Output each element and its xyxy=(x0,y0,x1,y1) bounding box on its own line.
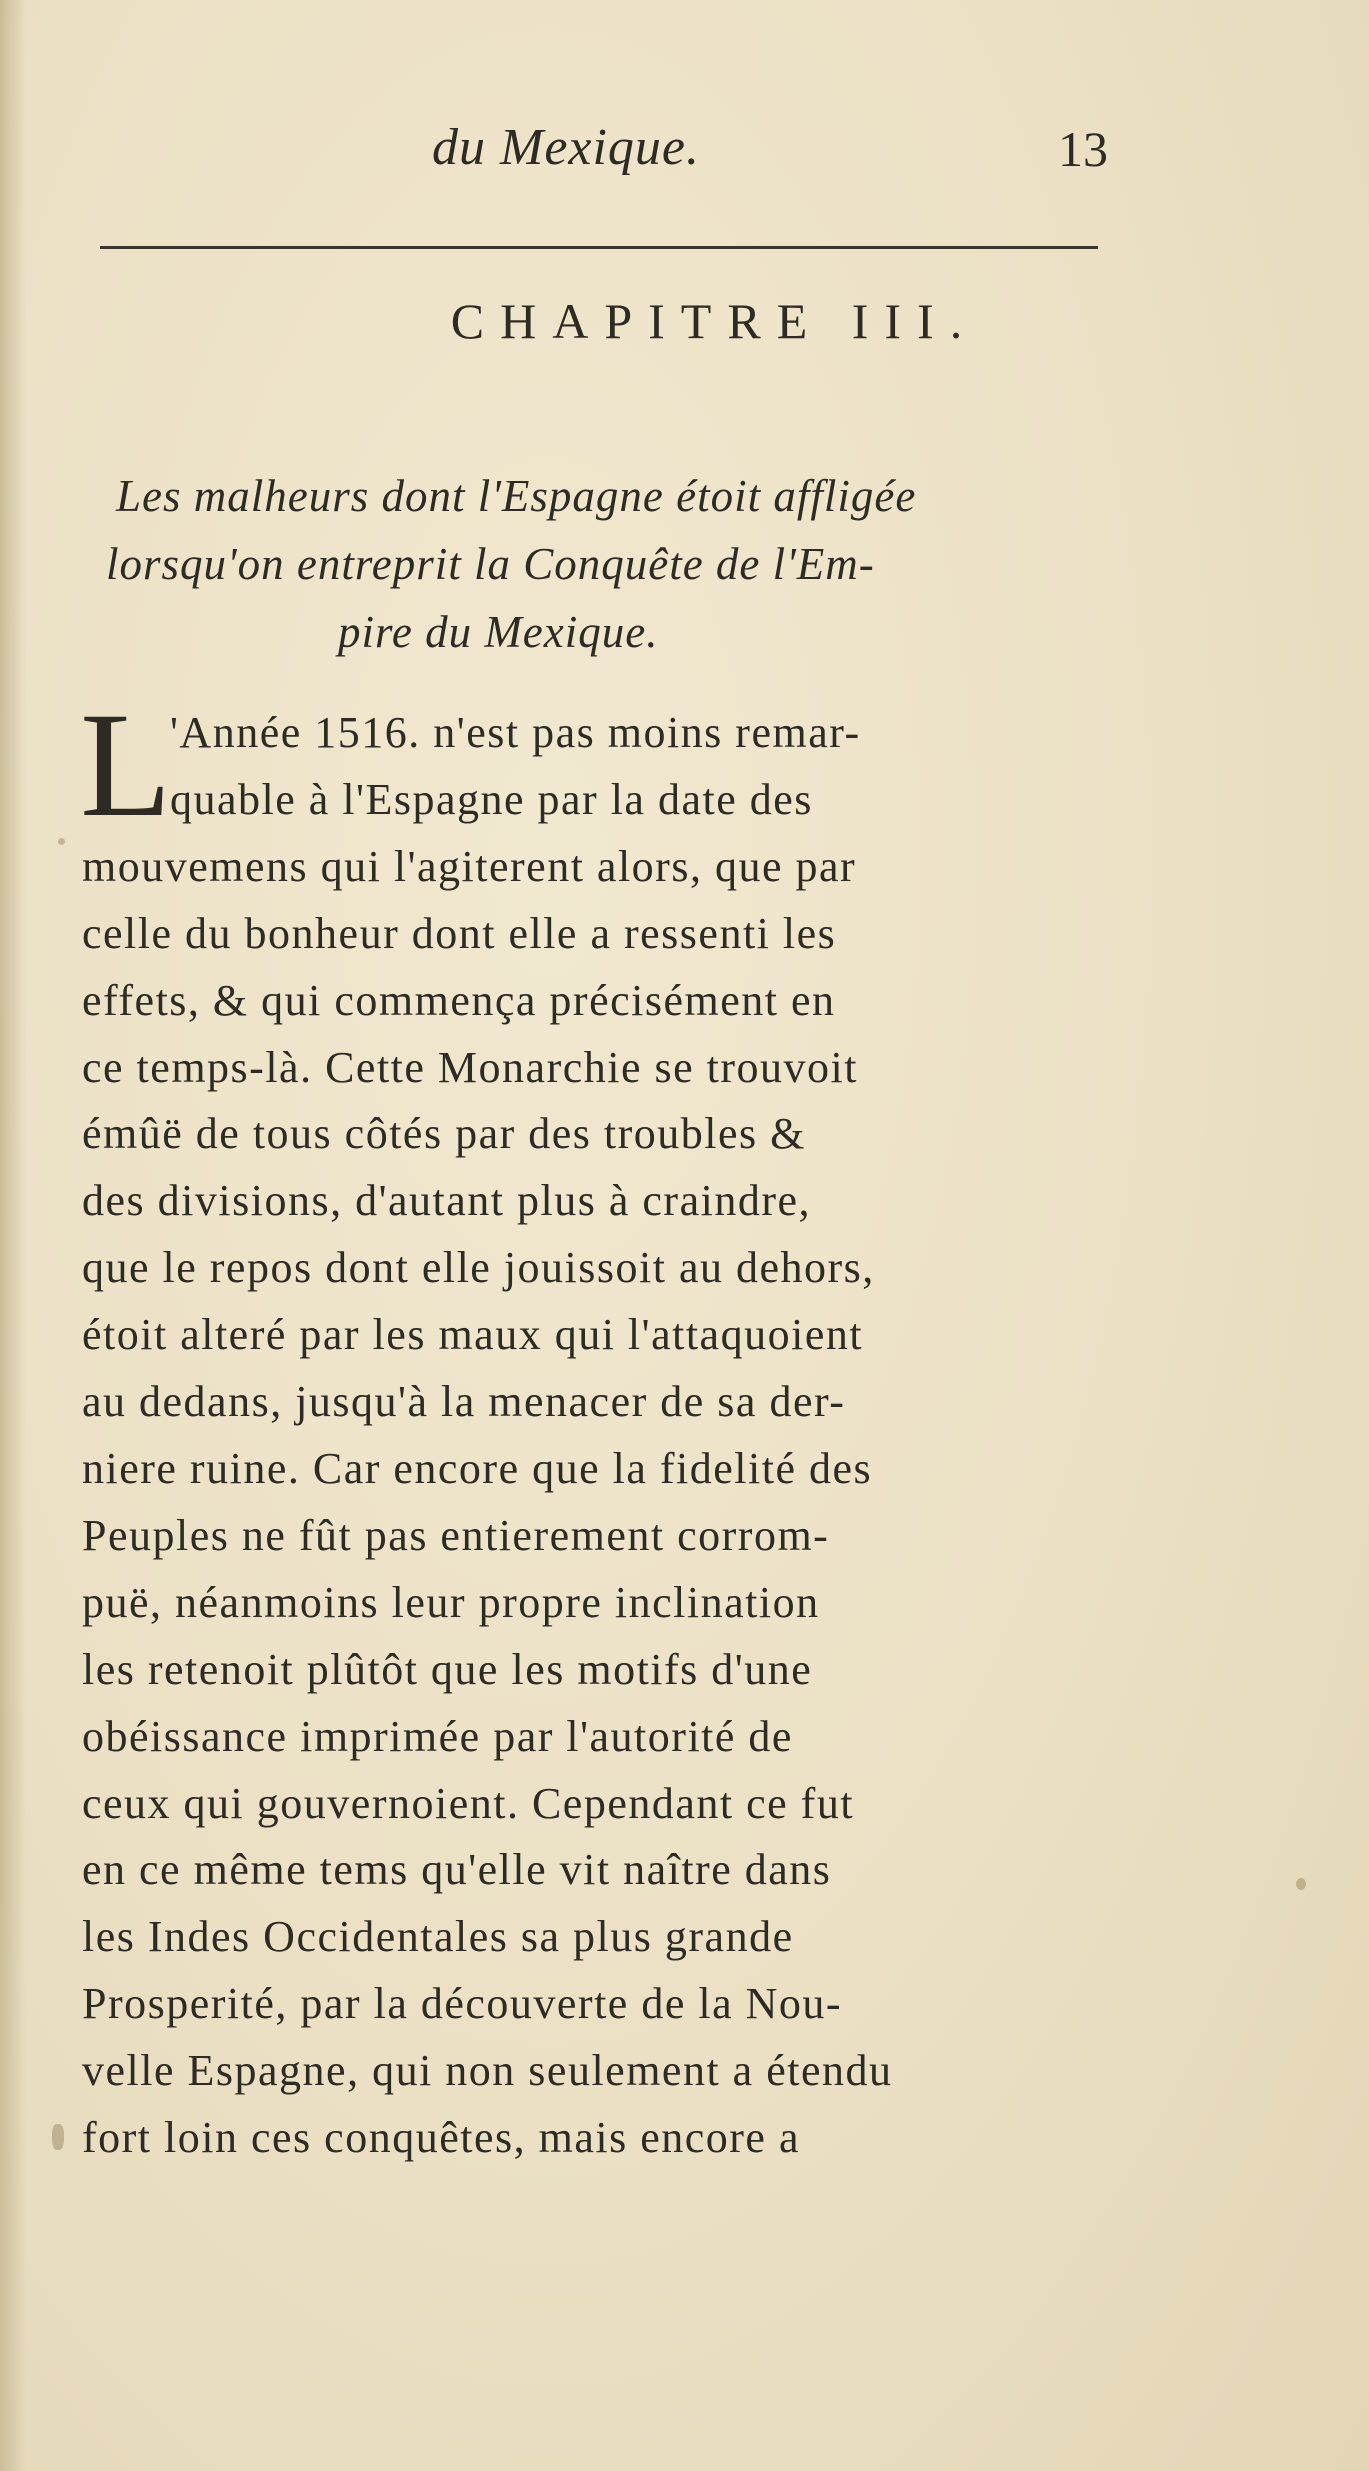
text-line: mouvemens qui l'agiterent alors, que par xyxy=(82,841,857,891)
text-line: quable à l'Espagne par la date des xyxy=(170,774,813,824)
text-line: fort loin ces conquêtes, mais encore a xyxy=(82,2113,800,2163)
text-line: Prosperité, par la découverte de la Nou- xyxy=(82,1979,843,2029)
summary-line: pire du Mexique. xyxy=(338,607,659,657)
text-line: obéissance imprimée par l'autorité de xyxy=(82,1711,793,1761)
summary-line: lorsqu'on entreprit la Conquête de l'Em- xyxy=(106,539,875,589)
paper-stain xyxy=(52,2124,64,2150)
text-line: les retenoit plûtôt que les motifs d'une xyxy=(82,1644,813,1694)
header-rule xyxy=(100,246,1098,249)
text-line: les Indes Occidentales sa plus grande xyxy=(82,1912,794,1962)
text-line: en ce même tems qu'elle vit naître dans xyxy=(82,1845,832,1895)
text-line: Peuples ne fût pas entierement corrom- xyxy=(82,1510,830,1560)
text-line: celle du bonheur dont elle a ressenti les xyxy=(82,908,837,958)
text-line: des divisions, d'autant plus à craindre, xyxy=(82,1176,812,1226)
chapter-summary xyxy=(96,462,1156,666)
chapter-heading: CHAPITRE III. xyxy=(450,293,979,349)
text-line: étoit alteré par les maux qui l'attaquoient xyxy=(82,1310,864,1360)
text-line: effets, & qui commença précisément en xyxy=(82,975,836,1025)
running-head xyxy=(0,118,1369,188)
running-title: du Mexique. xyxy=(432,119,701,176)
text-line: que le repos dont elle jouissoit au dehors, xyxy=(82,1243,875,1293)
text-line: velle Espagne, qui non seulement a étendu xyxy=(82,2046,893,2096)
text-line: 'Année 1516. n'est pas moins remar- xyxy=(170,708,861,757)
text-line: émûë de tous côtés par des troubles & xyxy=(82,1109,806,1159)
text-line: ceux qui gouvernoient. Cependant ce fut xyxy=(82,1778,855,1828)
paper-stain xyxy=(58,838,65,845)
text-line: au dedans, jusqu'à la menacer de sa der- xyxy=(82,1377,846,1427)
text-line: puë, néanmoins leur propre inclination xyxy=(82,1577,820,1627)
paper-stain xyxy=(1296,1878,1306,1890)
text-line: niere ruine. Car encore que la fidelité des xyxy=(82,1443,873,1493)
summary-line: Les malheurs dont l'Espagne étoit affligée xyxy=(116,471,917,521)
page-number: 13 xyxy=(1058,121,1108,177)
body-text xyxy=(82,700,1162,2172)
spine-shadow xyxy=(0,0,26,2471)
drop-cap: L xyxy=(80,698,172,832)
text-line: ce temps-là. Cette Monarchie se trouvoit xyxy=(82,1042,858,1092)
